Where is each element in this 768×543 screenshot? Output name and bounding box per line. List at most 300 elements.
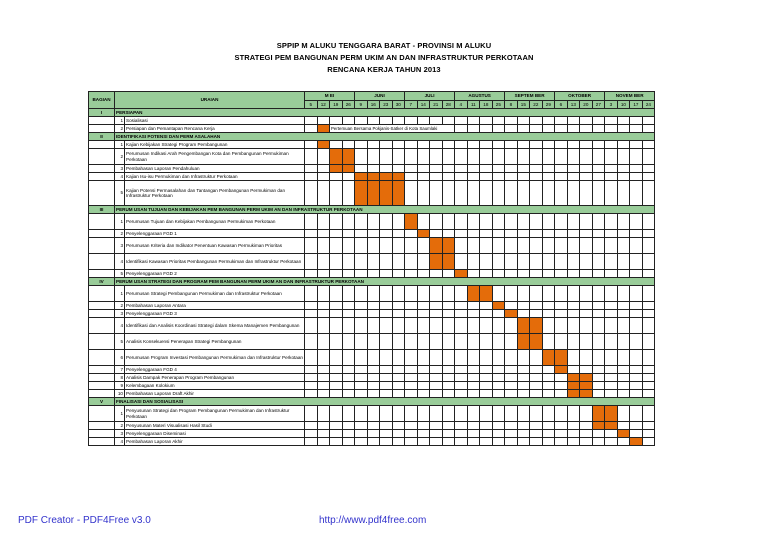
schedule-cell <box>567 230 580 238</box>
schedule-cell <box>605 141 618 149</box>
schedule-bar-cell <box>555 366 568 374</box>
schedule-cell <box>492 286 505 302</box>
schedule-bar-cell <box>467 286 480 302</box>
pdf4free-link[interactable]: http://www.pdf4free.com <box>319 515 427 526</box>
schedule-cell <box>642 310 655 318</box>
schedule-cell <box>367 141 380 149</box>
schedule-cell <box>567 286 580 302</box>
schedule-cell <box>492 350 505 366</box>
task-number: 2 <box>115 149 125 165</box>
schedule-cell <box>630 334 643 350</box>
schedule-cell <box>405 374 418 382</box>
schedule-cell <box>380 141 393 149</box>
schedule-cell <box>517 181 530 206</box>
schedule-cell <box>480 350 493 366</box>
schedule-cell <box>605 302 618 310</box>
schedule-cell <box>367 438 380 446</box>
schedule-cell <box>555 165 568 173</box>
schedule-cell <box>355 390 368 398</box>
schedule-cell <box>305 366 318 374</box>
schedule-cell <box>592 366 605 374</box>
schedule-cell <box>592 302 605 310</box>
schedule-cell <box>580 254 593 270</box>
schedule-cell <box>617 270 630 278</box>
schedule-cell <box>605 382 618 390</box>
task-description: Persiapan dan Pemantapan Rencana Kerja <box>125 125 305 133</box>
schedule-cell <box>305 390 318 398</box>
task-number: 1 <box>115 141 125 149</box>
schedule-cell <box>392 438 405 446</box>
schedule-cell <box>592 310 605 318</box>
schedule-cell <box>592 125 605 133</box>
task-number: 2 <box>115 230 125 238</box>
schedule-cell <box>330 181 343 206</box>
month-header: AGUSTUS <box>455 92 505 101</box>
schedule-cell <box>530 165 543 173</box>
schedule-cell <box>517 302 530 310</box>
schedule-cell <box>467 230 480 238</box>
schedule-cell <box>517 165 530 173</box>
task-description: Penyelenggaraan Diseminasi <box>125 430 305 438</box>
schedule-cell <box>542 286 555 302</box>
schedule-cell <box>492 374 505 382</box>
document-title-block <box>0 40 768 76</box>
schedule-cell <box>355 141 368 149</box>
schedule-cell <box>455 430 468 438</box>
schedule-cell <box>317 438 330 446</box>
schedule-bar-cell <box>480 286 493 302</box>
schedule-cell <box>342 374 355 382</box>
schedule-cell <box>367 422 380 430</box>
schedule-cell <box>530 366 543 374</box>
section-title: FINALISASI DAN SOSIALISASI <box>115 398 655 406</box>
schedule-bar-cell <box>605 406 618 422</box>
schedule-cell <box>455 374 468 382</box>
schedule-cell <box>567 173 580 181</box>
schedule-cell <box>355 406 368 422</box>
schedule-cell <box>517 422 530 430</box>
schedule-cell <box>455 334 468 350</box>
schedule-bar-cell <box>430 254 443 270</box>
task-row <box>89 438 655 446</box>
task-description: Pembahasan Laporan Antara <box>125 302 305 310</box>
schedule-cell <box>542 270 555 278</box>
schedule-cell <box>592 173 605 181</box>
schedule-cell <box>342 270 355 278</box>
schedule-cell <box>417 310 430 318</box>
section-roman: IV <box>89 278 115 286</box>
schedule-cell <box>442 181 455 206</box>
schedule-cell <box>342 141 355 149</box>
schedule-bar-cell <box>330 149 343 165</box>
schedule-cell <box>355 230 368 238</box>
schedule-cell <box>617 438 630 446</box>
schedule-cell <box>305 350 318 366</box>
schedule-cell <box>555 374 568 382</box>
schedule-cell <box>630 238 643 254</box>
schedule-cell <box>592 334 605 350</box>
schedule-cell <box>405 382 418 390</box>
schedule-cell <box>380 374 393 382</box>
schedule-cell <box>480 230 493 238</box>
task-number: 2 <box>115 302 125 310</box>
schedule-cell <box>605 390 618 398</box>
schedule-cell <box>580 238 593 254</box>
week-header: 15 <box>517 101 530 109</box>
schedule-cell <box>567 302 580 310</box>
schedule-cell <box>605 374 618 382</box>
bagian-cell <box>89 149 115 165</box>
schedule-cell <box>580 181 593 206</box>
schedule-cell <box>642 302 655 310</box>
schedule-cell <box>480 406 493 422</box>
schedule-cell <box>355 165 368 173</box>
schedule-cell <box>392 382 405 390</box>
schedule-cell <box>617 230 630 238</box>
bagian-cell <box>89 374 115 382</box>
schedule-cell <box>330 302 343 310</box>
schedule-cell <box>467 310 480 318</box>
schedule-cell <box>542 430 555 438</box>
schedule-cell <box>317 390 330 398</box>
schedule-cell <box>430 422 443 430</box>
schedule-cell <box>592 430 605 438</box>
schedule-cell <box>430 286 443 302</box>
week-header: 6 <box>555 101 568 109</box>
task-number: 9 <box>115 382 125 390</box>
schedule-cell <box>330 390 343 398</box>
schedule-cell <box>417 422 430 430</box>
schedule-cell <box>505 254 518 270</box>
schedule-cell <box>455 318 468 334</box>
schedule-cell <box>405 430 418 438</box>
task-row <box>89 286 655 302</box>
section-header-row <box>89 109 655 117</box>
task-number: 1 <box>115 406 125 422</box>
schedule-cell <box>305 125 318 133</box>
schedule-cell <box>555 302 568 310</box>
schedule-cell <box>517 214 530 230</box>
schedule-cell <box>605 438 618 446</box>
schedule-cell <box>492 390 505 398</box>
schedule-cell <box>530 390 543 398</box>
week-header: 27 <box>592 101 605 109</box>
schedule-cell <box>392 422 405 430</box>
schedule-cell <box>630 117 643 125</box>
schedule-cell <box>642 125 655 133</box>
schedule-cell <box>442 286 455 302</box>
schedule-cell <box>442 430 455 438</box>
schedule-cell <box>567 125 580 133</box>
week-header: 12 <box>317 101 330 109</box>
schedule-cell <box>592 350 605 366</box>
schedule-cell <box>580 366 593 374</box>
week-header: 26 <box>342 101 355 109</box>
schedule-cell <box>480 390 493 398</box>
schedule-cell <box>505 286 518 302</box>
schedule-cell <box>580 286 593 302</box>
schedule-cell <box>592 374 605 382</box>
schedule-cell <box>442 302 455 310</box>
schedule-cell <box>580 214 593 230</box>
task-number: 4 <box>115 318 125 334</box>
schedule-cell <box>405 334 418 350</box>
schedule-cell <box>617 286 630 302</box>
schedule-cell <box>380 390 393 398</box>
schedule-cell <box>317 382 330 390</box>
task-description: Kajian Isu-isu Permukiman dan Infrastruktur Perkotaan <box>125 173 305 181</box>
task-description: Perumusan Program Investasi Pembangunan Permukiman dan Infrastruktur Perkotaan <box>125 350 305 366</box>
schedule-cell <box>355 254 368 270</box>
schedule-cell <box>517 141 530 149</box>
schedule-cell <box>517 374 530 382</box>
schedule-cell <box>480 173 493 181</box>
schedule-cell <box>342 310 355 318</box>
schedule-cell <box>380 214 393 230</box>
schedule-cell <box>342 181 355 206</box>
schedule-cell <box>567 181 580 206</box>
schedule-cell <box>330 334 343 350</box>
schedule-cell <box>330 270 343 278</box>
schedule-cell <box>467 117 480 125</box>
bagian-cell <box>89 382 115 390</box>
schedule-cell <box>467 165 480 173</box>
schedule-cell <box>517 406 530 422</box>
schedule-cell <box>317 173 330 181</box>
schedule-cell <box>442 334 455 350</box>
schedule-bar-cell <box>392 173 405 181</box>
schedule-cell <box>517 350 530 366</box>
bagian-cell <box>89 141 115 149</box>
schedule-cell <box>605 366 618 374</box>
schedule-cell <box>480 125 493 133</box>
schedule-cell <box>617 422 630 430</box>
schedule-cell <box>480 254 493 270</box>
schedule-cell <box>342 406 355 422</box>
schedule-cell <box>617 214 630 230</box>
schedule-cell <box>605 318 618 334</box>
task-description: Perumusan Indikasi Arah Pengembangan Kota dan Pembangunan Permukiman Perkotaan <box>125 149 305 165</box>
schedule-cell <box>367 302 380 310</box>
schedule-cell <box>492 141 505 149</box>
schedule-cell <box>580 125 593 133</box>
schedule-cell <box>592 438 605 446</box>
schedule-cell <box>342 334 355 350</box>
schedule-cell <box>542 149 555 165</box>
schedule-cell <box>442 230 455 238</box>
schedule-cell <box>505 270 518 278</box>
schedule-cell <box>330 286 343 302</box>
task-row <box>89 334 655 350</box>
schedule-cell <box>567 141 580 149</box>
week-header: 13 <box>567 101 580 109</box>
schedule-cell <box>542 181 555 206</box>
schedule-bar-cell <box>317 125 330 133</box>
task-description: Penyusunan Materi Visualisasi Hasil Studi <box>125 422 305 430</box>
schedule-cell <box>580 350 593 366</box>
schedule-cell <box>355 430 368 438</box>
schedule-cell <box>642 366 655 374</box>
task-row <box>89 214 655 230</box>
schedule-cell <box>367 230 380 238</box>
schedule-cell <box>467 270 480 278</box>
schedule-cell <box>467 390 480 398</box>
bagian-cell <box>89 230 115 238</box>
section-title: PERUM USAN STRATEGI DAN PROGRAM PEM BANGUNAN PERM UKIM AN DAN INFRASTRUKTUR PERKOTAAN <box>115 278 655 286</box>
schedule-bar-cell <box>555 350 568 366</box>
schedule-cell <box>555 382 568 390</box>
schedule-cell <box>305 438 318 446</box>
schedule-cell <box>317 230 330 238</box>
schedule-cell <box>517 310 530 318</box>
schedule-cell <box>405 270 418 278</box>
schedule-cell <box>517 149 530 165</box>
schedule-cell <box>542 254 555 270</box>
schedule-cell <box>330 318 343 334</box>
schedule-cell <box>542 374 555 382</box>
schedule-cell <box>580 302 593 310</box>
schedule-cell <box>455 149 468 165</box>
schedule-cell <box>642 374 655 382</box>
schedule-cell <box>555 230 568 238</box>
schedule-cell <box>530 270 543 278</box>
schedule-cell <box>367 406 380 422</box>
schedule-cell <box>392 230 405 238</box>
schedule-cell <box>430 390 443 398</box>
schedule-cell <box>592 238 605 254</box>
schedule-cell <box>592 165 605 173</box>
schedule-cell <box>617 238 630 254</box>
schedule-cell <box>442 374 455 382</box>
uraian-header: URAIAN <box>115 92 305 109</box>
schedule-cell <box>642 149 655 165</box>
schedule-cell <box>417 390 430 398</box>
schedule-cell <box>505 390 518 398</box>
schedule-cell <box>492 422 505 430</box>
schedule-cell <box>517 254 530 270</box>
schedule-cell <box>555 310 568 318</box>
bagian-cell <box>89 117 115 125</box>
task-description: Penyelenggaraan FGD 3 <box>125 310 305 318</box>
section-roman: I <box>89 109 115 117</box>
schedule-cell <box>392 302 405 310</box>
schedule-cell <box>505 318 518 334</box>
schedule-cell <box>380 230 393 238</box>
schedule-cell <box>380 406 393 422</box>
schedule-cell <box>555 149 568 165</box>
schedule-cell <box>467 125 480 133</box>
schedule-cell <box>417 149 430 165</box>
schedule-cell <box>617 181 630 206</box>
week-header: 29 <box>542 101 555 109</box>
task-row <box>89 125 655 133</box>
title-line-3: RENCANA KERJA TAHUN 2013 <box>327 65 441 74</box>
schedule-cell <box>605 350 618 366</box>
schedule-cell <box>467 214 480 230</box>
schedule-cell <box>517 125 530 133</box>
schedule-cell <box>630 318 643 334</box>
section-title: PERSIAPAN <box>115 109 655 117</box>
schedule-cell <box>342 422 355 430</box>
schedule-cell <box>642 318 655 334</box>
schedule-cell <box>492 125 505 133</box>
month-header: SEPTEM BER <box>505 92 555 101</box>
schedule-cell <box>492 117 505 125</box>
schedule-cell <box>380 117 393 125</box>
schedule-cell <box>630 310 643 318</box>
week-header: 20 <box>580 101 593 109</box>
schedule-cell <box>342 173 355 181</box>
schedule-cell <box>330 406 343 422</box>
task-description: Kajian Potensi Permasalahan dan Tantangan Pembangunan Permukiman dan Infrastruktur Perkotaan <box>125 181 305 206</box>
schedule-bar-cell <box>342 149 355 165</box>
schedule-cell <box>305 141 318 149</box>
schedule-cell <box>330 374 343 382</box>
schedule-cell <box>405 310 418 318</box>
schedule-cell <box>642 430 655 438</box>
task-number: 1 <box>115 214 125 230</box>
schedule-cell <box>317 310 330 318</box>
task-description: Penyelenggaraan FGD 4 <box>125 366 305 374</box>
bagian-cell <box>89 422 115 430</box>
week-header: 9 <box>355 101 368 109</box>
task-number: 5 <box>115 270 125 278</box>
schedule-cell <box>305 254 318 270</box>
schedule-cell <box>567 310 580 318</box>
schedule-cell <box>642 350 655 366</box>
schedule-bar-cell <box>367 181 380 206</box>
schedule-cell <box>617 390 630 398</box>
schedule-cell <box>317 117 330 125</box>
schedule-cell <box>505 165 518 173</box>
schedule-cell <box>555 390 568 398</box>
schedule-cell <box>342 382 355 390</box>
schedule-cell <box>492 214 505 230</box>
schedule-cell <box>455 125 468 133</box>
task-row <box>89 374 655 382</box>
week-header: 10 <box>617 101 630 109</box>
schedule-cell <box>542 173 555 181</box>
schedule-cell <box>480 149 493 165</box>
schedule-cell <box>305 422 318 430</box>
schedule-cell <box>530 141 543 149</box>
task-row <box>89 318 655 334</box>
schedule-cell <box>630 286 643 302</box>
schedule-cell <box>542 310 555 318</box>
schedule-cell <box>530 350 543 366</box>
schedule-cell <box>355 334 368 350</box>
schedule-cell <box>530 406 543 422</box>
bagian-cell <box>89 366 115 374</box>
schedule-cell <box>417 165 430 173</box>
schedule-cell <box>430 310 443 318</box>
schedule-cell <box>417 302 430 310</box>
task-row <box>89 270 655 278</box>
bagian-cell <box>89 310 115 318</box>
schedule-cell <box>530 382 543 390</box>
schedule-cell <box>555 254 568 270</box>
schedule-bar-cell <box>542 350 555 366</box>
schedule-cell <box>305 318 318 334</box>
bagian-cell <box>89 438 115 446</box>
schedule-cell <box>380 334 393 350</box>
schedule-cell <box>355 270 368 278</box>
schedule-cell <box>542 422 555 430</box>
schedule-cell <box>505 181 518 206</box>
schedule-cell <box>530 430 543 438</box>
schedule-cell <box>392 334 405 350</box>
schedule-cell <box>642 141 655 149</box>
